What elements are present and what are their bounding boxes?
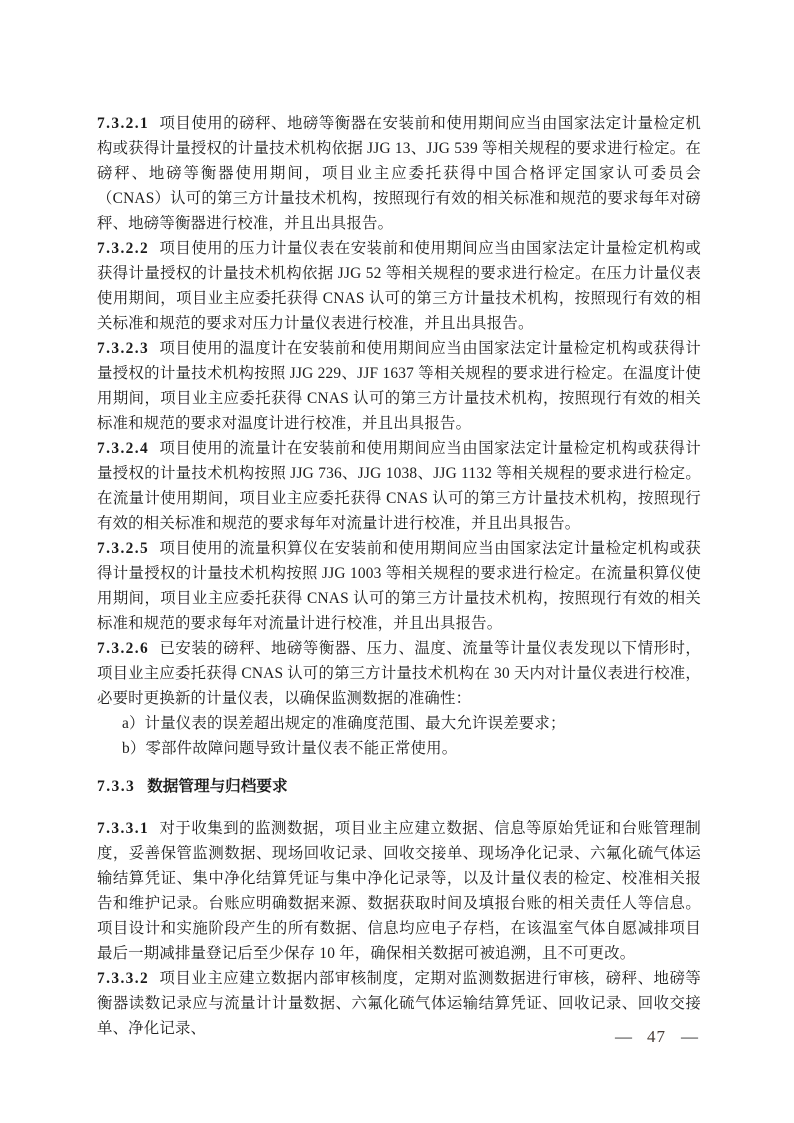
clause-7321 — [97, 111, 701, 236]
clause-7332 — [97, 966, 701, 1041]
page-number-right-dash: — — [681, 1027, 698, 1046]
clause-7324 — [97, 436, 701, 536]
clause-number: 7.3.2.6 — [97, 640, 150, 657]
clause-7322 — [97, 236, 701, 336]
section-number: 7.3.3 — [97, 778, 136, 795]
clause-7325 — [97, 536, 701, 636]
clause-number: 7.3.2.1 — [97, 115, 150, 132]
section-title: 数据管理与归档要求 — [147, 778, 288, 795]
page-number-value: 47 — [647, 1027, 666, 1046]
clause-text: 已安装的磅秤、地磅等衡器、压力、温度、流量等计量仪表发现以下情形时，项目业主应委托获得 CNAS 认可的第三方计量技术机构在 30 天内对计量仪表进行校准，必要时更换新的计量仪表，以确保监测数据的准确性： — [97, 640, 701, 707]
page-number-left-dash: — — [615, 1027, 632, 1046]
clause-text: 对于收集到的监测数据，项目业主应建立数据、信息等原始凭证和台账管理制度，妥善保管监测数据、现场回收记录、回收交接单、现场净化记录、六氟化硫气体运输结算凭证、集中净化结算凭证与集中净化记录等，以及计量仪表的检定、校准相关报告和维护记录。台账应明确数据来源、数据获取时间及填报台账的相关责任人等信息。项目设计和实施阶段产生的所有数据、信息均应电子存档，在该温室气体自愿减排项目最后一期减排量登记后至少保存 10 年，确保相关数据可被追溯，且不可更改。 — [97, 820, 701, 962]
clause-7326-item-b: b）零部件故障问题导致计量仪表不能正常使用。 — [122, 740, 458, 757]
clause-7331 — [97, 816, 701, 966]
section-heading-733 — [97, 774, 701, 799]
clause-number: 7.3.3.2 — [97, 970, 150, 987]
clause-7326-item-a: a）计量仪表的误差超出规定的准确度范围、最大允许误差要求； — [122, 715, 566, 732]
clause-text: 项目使用的流量计在安装前和使用期间应当由国家法定计量检定机构或获得计量授权的计量技术机构按照 JJG 736、JJG 1038、JJG 1132 等相关规程的要求进行检定。在流量计使用期间，项目业主应委托获得 CNAS 认可的第三方计量技术机构，按照现行有效的相关标准和规范的要求每年对流量计进行校准，并且出具报告。 — [97, 440, 701, 532]
page-number — [615, 1026, 698, 1048]
clause-text: 项目使用的磅秤、地磅等衡器在安装前和使用期间应当由国家法定计量检定机构或获得计量授权的计量技术机构依据 JJG 13、JJG 539 等相关规程的要求进行检定。在磅秤、地磅等衡器使用期间，项目业主应委托获得中国合格评定国家认可委员会（CNAS）认可的第三方计量技术机构，按照现行有效的相关标准和规范的要求每年对磅秤、地磅等衡器进行校准，并且出具报告。 — [97, 115, 701, 232]
clause-number: 7.3.2.4 — [97, 440, 150, 457]
document-body — [97, 111, 701, 1041]
clause-number: 7.3.3.1 — [97, 820, 150, 837]
clause-text: 项目使用的压力计量仪表在安装前和使用期间应当由国家法定计量检定机构或获得计量授权的计量技术机构依据 JJG 52 等相关规程的要求进行检定。在压力计量仪表使用期间，项目业主应委托获得 CNAS 认可的第三方计量技术机构，按照现行有效的相关标准和规范的要求对压力计量仪表进行校准，并且出具报告。 — [97, 240, 701, 332]
clause-text: 项目业主应建立数据内部审核制度，定期对监测数据进行审核，磅秤、地磅等衡器读数记录应与流量计计量数据、六氟化硫气体运输结算凭证、回收记录、回收交接单、净化记录、 — [97, 970, 701, 1037]
clause-number: 7.3.2.5 — [97, 540, 150, 557]
clause-7326 — [97, 636, 701, 711]
clause-number: 7.3.2.3 — [97, 340, 150, 357]
clause-text: 项目使用的流量积算仪在安装前和使用期间应当由国家法定计量检定机构或获得计量授权的计量技术机构按照 JJG 1003 等相关规程的要求进行检定。在流量积算仪使用期间，项目业主应委托获得 CNAS 认可的第三方计量技术机构，按照现行有效的相关标准和规范的要求每年对流量计进行校准，并且出具报告。 — [97, 540, 701, 632]
clause-7323 — [97, 336, 701, 436]
clause-text: 项目使用的温度计在安装前和使用期间应当由国家法定计量检定机构或获得计量授权的计量技术机构按照 JJG 229、JJF 1637 等相关规程的要求进行检定。在温度计使用期间，项目业主应委托获得 CNAS 认可的第三方计量技术机构，按照现行有效的相关标准和规范的要求对温度计进行校准，并且出具报告。 — [97, 340, 701, 432]
clause-number: 7.3.2.2 — [97, 240, 150, 257]
